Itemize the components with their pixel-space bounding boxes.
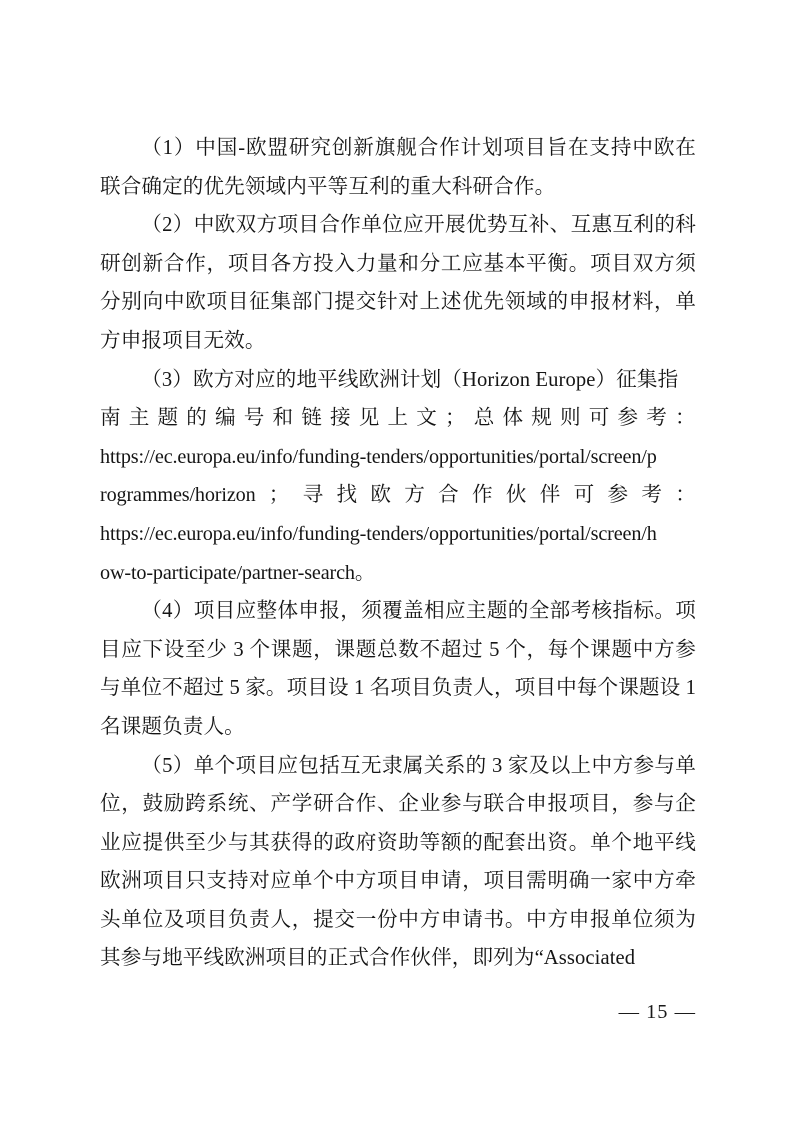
glyph: 合 — [438, 484, 459, 507]
paragraph-item-3-line-1: （3）欧方对应的地平线欧洲计划（Horizon Europe）征集指 — [141, 368, 679, 391]
glyph: 伙 — [505, 484, 527, 507]
paragraph-item-3-line-4 — [100, 476, 696, 515]
glyph: 上 — [387, 407, 409, 430]
glyph: 体 — [502, 407, 524, 430]
paragraph-item-2: （2）中欧双方项目合作单位应开展优势互补、互惠互利的科研创新合作，项目各方投入力量和分工应基本平衡。项目双方须分别向中欧项目征集部门提交针对上述优先领域的申报材料，单方申报项目无效。 — [100, 214, 696, 352]
glyph: 寻 — [302, 484, 324, 507]
paragraph-item-3-url-2-tail: ow-to-participate/partner-search。 — [100, 561, 375, 584]
paragraph-item-3-url-1: https://ec.europa.eu/info/funding-tenders/opportunities/portal/screen/p — [100, 445, 657, 468]
glyph: ： — [675, 407, 696, 430]
paragraph-item-3 — [100, 361, 696, 593]
glyph: 参 — [607, 484, 629, 507]
glyph: 作 — [471, 484, 493, 507]
paragraph-item-1: （1）中国-欧盟研究创新旗舰合作计划项目旨在支持中欧在联合确定的优先领域内平等互利的重大科研合作。 — [100, 137, 696, 198]
glyph: 总 — [473, 407, 495, 430]
glyph: 见 — [358, 407, 380, 430]
glyph: 考 — [646, 407, 667, 430]
glyph: 则 — [560, 407, 581, 430]
glyph: 题 — [157, 407, 179, 430]
glyph: 参 — [617, 407, 639, 430]
glyph: 伴 — [539, 484, 561, 507]
glyph: 欧 — [370, 484, 392, 507]
glyph: 方 — [404, 484, 425, 507]
glyph: 考 — [641, 484, 663, 507]
paragraph-item-3-line-2 — [100, 399, 696, 438]
glyph: 规 — [531, 407, 552, 430]
glyph: 可 — [588, 407, 610, 430]
paragraph-item-5: （5）单个项目应包括互无隶属关系的 3 家及以上中方参与单位，鼓励跨系统、产学研合作、企业参与联合申报项目，参与企业应提供至少与其获得的政府资助等额的配套出资。单个地平线欧洲项目只支持对应单个中方项目申请，项目需明确一家中方牵头单位及项目负责人，提交一份中方申请书。中方申报单位须为其参与地平线欧洲项目的正式合作伙伴，即列为“Associated — [100, 754, 696, 970]
glyph: ； — [268, 484, 290, 507]
glyph: 南 — [100, 407, 121, 430]
paragraph-item-3-url-2: https://ec.europa.eu/info/funding-tenders/opportunities/portal/screen/h — [100, 522, 657, 545]
glyph: ； — [445, 407, 466, 430]
glyph: 和 — [272, 407, 294, 430]
glyph: 可 — [573, 484, 595, 507]
glyph: 接 — [330, 407, 351, 430]
url-continuation: rogrammes/horizon — [100, 484, 256, 507]
paragraph-item-4: （4）项目应整体申报，须覆盖相应主题的全部考核指标。项目应下设至少 3 个课题，课题总数不超过 5 个，每个课题中方参与单位不超过 5 家。项目设 1 名项目负责人，项目中每个课题设 1 名课题负责人。 — [100, 600, 696, 738]
glyph: 编 — [215, 407, 236, 430]
glyph: 文 — [416, 407, 437, 430]
glyph: 链 — [301, 407, 322, 430]
glyph: 主 — [128, 407, 150, 430]
document-body — [100, 129, 696, 978]
glyph: 的 — [186, 407, 207, 430]
glyph: 号 — [243, 407, 265, 430]
glyph: ： — [675, 484, 696, 507]
page-number: — 15 — — [618, 1001, 696, 1023]
glyph: 找 — [336, 484, 358, 507]
